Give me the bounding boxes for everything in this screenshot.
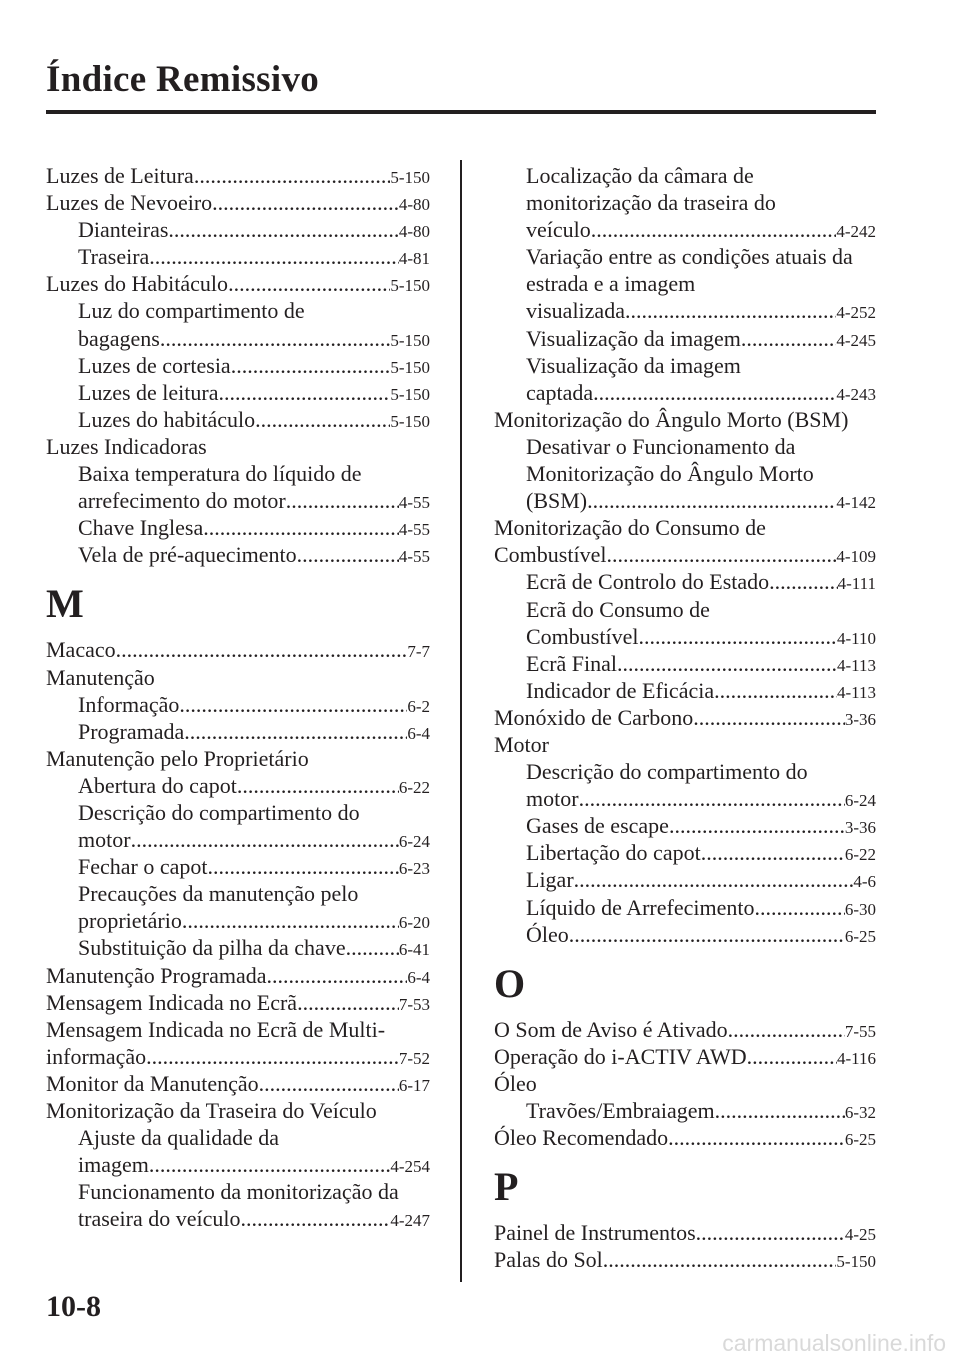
entry-text: Mensagem Indicada no Ecrã de Multi- [46,1016,386,1042]
entry-text: Abertura do capot [78,772,237,798]
entry-text: Motor [494,731,549,757]
entry-text: informação [46,1043,147,1069]
index-heading [46,460,430,487]
entry-text: Líquido de Arrefecimento [526,894,755,920]
index-entry [46,718,430,745]
page-reference: 4-116 [836,1048,876,1068]
entry-text: veículo [526,217,591,243]
entry-text: Manutenção [46,664,155,690]
index-entry [46,352,430,379]
entry-text: Palas do Sol [494,1247,603,1273]
page-reference: 5-150 [390,168,430,187]
page-reference: 6-24 [398,832,430,852]
entry-text: Visualização da imagem [526,325,741,351]
index-heading [494,1070,876,1097]
page-reference: 4-111 [837,574,876,594]
entry-text: Substituição da pilha da chave [78,935,346,961]
entry-text: Gases de escape [526,813,669,839]
page-reference: 6-41 [398,940,430,960]
index-heading [46,433,430,460]
dot-leader [693,704,845,731]
index-entry [46,162,430,189]
index-entry [494,839,876,866]
page-reference: 6-25 [844,1130,876,1150]
page-reference: 4-113 [836,655,876,675]
index-heading [46,745,430,772]
page-reference: 6-22 [844,845,876,865]
entry-text: Traseira [78,244,150,270]
entry-text: Ecrã de Controlo do Estado [526,569,770,595]
index-entry [46,636,430,663]
entry-text: Monitorização do Consumo de [494,515,766,541]
entry-text: Luzes Indicadoras [46,433,207,459]
column-divider [460,160,462,1282]
index-heading [494,162,876,189]
dot-leader [747,1043,837,1070]
dot-leader [579,785,845,812]
dot-leader [625,297,836,324]
entry-text: Monóxido de Carbono [494,704,694,730]
dot-leader [297,541,399,568]
entry-text: O Som de Aviso é Ativado [494,1016,728,1042]
index-heading [46,799,430,826]
section-letter: M [46,581,84,627]
entry-text: Chave Inglesa [78,515,204,541]
dot-leader [696,1219,845,1246]
page-reference: 7-52 [398,1048,430,1068]
index-heading [494,758,876,785]
index-entry [494,1124,876,1151]
entry-text: Ecrã do Consumo de [526,596,710,622]
page-reference: 6-30 [844,899,876,919]
index-heading [46,1124,430,1151]
index-entry [46,826,430,853]
entry-text: bagagens [78,325,160,351]
dot-leader [297,989,399,1016]
page-reference: 6-24 [844,791,876,811]
entry-text: Monitorização do Ângulo Morto [526,461,814,487]
page-reference: 6-20 [398,913,430,933]
dot-leader [286,487,399,514]
dot-leader [237,772,399,799]
dot-leader [179,691,407,718]
entry-text: Funcionamento da monitorização da [78,1179,399,1205]
entry-text: Luzes de Leitura [46,163,194,188]
index-entry [494,1016,876,1043]
dot-leader [212,189,399,216]
index-heading [494,270,876,297]
page-reference: 5-150 [390,330,430,350]
index-entry [46,1205,430,1232]
page-reference: 7-7 [407,642,430,662]
dot-leader [728,1016,845,1043]
page-reference: 4-254 [390,1157,430,1177]
index-entry [494,650,876,677]
page-reference: 3-36 [844,709,876,729]
dot-leader [715,1097,845,1124]
entry-text: Libertação do capot [526,840,701,866]
index-entry [494,677,876,704]
entry-text: Manutenção pelo Proprietário [46,745,309,771]
dot-leader [346,934,399,961]
dot-leader [754,894,844,921]
section-letter: P [494,1164,519,1210]
left-index-column [46,162,430,1232]
page-title: Índice Remissivo [46,59,320,100]
index-entry [46,406,430,433]
page-reference: 4-142 [836,493,876,513]
entry-text: Indicador de Eficácia [526,677,715,703]
index-entry [46,541,430,568]
page-reference: 6-32 [844,1103,876,1122]
dot-leader [203,514,399,541]
page-reference: 5-150 [390,357,430,377]
index-entry [494,894,876,921]
index-entry [46,907,430,934]
index-heading [494,460,876,487]
entry-text: captada [526,379,594,405]
entry-text: Descrição do compartimento do [526,759,808,785]
section-letter: O [494,960,526,1006]
entry-text: Monitorização da Traseira do Veículo [46,1098,377,1123]
dot-leader [259,1070,399,1097]
index-heading [494,596,876,623]
page-reference: 5-150 [390,411,430,431]
index-heading [46,664,430,691]
dot-leader [149,1151,390,1178]
dot-leader [617,650,837,677]
dot-leader [228,270,390,297]
dot-leader [769,568,837,595]
page-reference: 4-6 [853,872,876,892]
dot-leader [194,162,391,189]
entry-text: Ajuste da qualidade da [78,1125,279,1151]
dot-leader [146,1043,399,1070]
page-reference: 5-150 [390,384,430,404]
index-heading [494,406,876,433]
dot-leader [593,379,836,406]
page-reference: 4-243 [836,384,876,404]
index-entry [494,325,876,352]
dot-leader [574,866,854,893]
index-entry [46,189,430,216]
index-entry [494,568,876,595]
index-entry [46,962,430,989]
entry-text: proprietário [78,908,182,934]
page-reference: 3-36 [844,818,876,838]
dot-leader [116,636,408,663]
page-reference: 4-109 [836,547,876,567]
index-entry [46,691,430,718]
index-heading [494,433,876,460]
entry-text: Manutenção Programada [46,962,267,988]
dot-leader [701,839,845,866]
entry-text: Combustível [526,623,639,649]
entry-text: Precauções da manutenção pelo [78,881,359,907]
index-entry [46,270,430,297]
dot-leader [741,325,836,352]
entry-text: motor [526,786,579,812]
index-entry [494,785,876,812]
index-entry [46,772,430,799]
entry-text: Luzes de Nevoeiro [46,190,213,216]
entry-text: Visualização da imagem [526,352,741,378]
index-entry [494,487,876,514]
entry-text: imagem [78,1152,149,1178]
page-number: 10-8 [46,1290,101,1323]
entry-text: Desativar o Funcionamento da [526,433,796,459]
page-reference: 4-55 [398,547,430,567]
dot-leader [603,1246,837,1273]
title-rule [46,110,876,114]
entry-text: Luzes de leitura [78,379,219,405]
index-heading [494,514,876,541]
page-reference: 4-110 [836,628,876,648]
dot-leader [131,826,399,853]
dot-leader [168,216,398,243]
watermark: carmanualsonline.info [722,1330,946,1356]
index-entry [46,487,430,514]
index-entry [494,1043,876,1070]
entry-text: Descrição do compartimento do [78,799,360,825]
index-heading [46,1097,430,1124]
dot-leader [149,243,399,270]
page-reference: 4-25 [844,1225,876,1245]
dot-leader [714,677,837,704]
page-reference: 4-252 [836,303,876,323]
index-entry [46,514,430,541]
dot-leader [569,921,845,948]
index-heading [494,352,876,379]
page-reference: 4-81 [398,249,430,269]
index-heading [494,189,876,216]
entry-text: Macaco [46,637,116,663]
page-reference: 6-2 [407,696,430,716]
dot-leader [606,541,836,568]
page-reference: 5-150 [836,1252,876,1272]
index-entry [494,1246,876,1273]
page-reference: 6-17 [398,1075,430,1095]
entry-text: Luzes do Habitáculo [46,271,229,297]
entry-text: Informação [78,691,180,717]
index-entry [494,541,876,568]
dot-leader [231,352,391,379]
entry-text: Dianteiras [78,217,169,243]
entry-text: Óleo [494,1070,537,1096]
page-reference: 4-113 [836,682,876,702]
entry-text: Ecrã Final [526,650,618,676]
entry-text: Operação do i-ACTIV AWD [494,1043,747,1069]
page-reference: 5-150 [390,276,430,296]
entry-text: estrada e a imagem [526,271,696,297]
index-entry [494,297,876,324]
index-entry [494,623,876,650]
right-index-column [494,162,876,1273]
entry-text: traseira do veículo [78,1206,241,1232]
page-reference: 6-22 [398,777,430,797]
page-reference: 4-247 [390,1211,430,1231]
page-reference: 4-55 [398,493,430,513]
dot-leader [208,853,399,880]
entry-text: motor [78,827,131,853]
index-entry [494,704,876,731]
index-heading [46,297,430,324]
page-reference: 7-53 [398,994,430,1014]
entry-text: Mensagem Indicada no Ecrã [46,989,298,1015]
index-entry [494,1219,876,1246]
index-entry [46,853,430,880]
entry-text: monitorização da traseira do [526,190,776,216]
index-entry [46,1151,430,1178]
index-entry [494,216,876,243]
index-entry [494,921,876,948]
dot-leader [219,379,391,406]
page-reference: 4-242 [836,222,876,242]
entry-text: Ligar [526,867,574,893]
page-reference: 6-4 [407,723,430,743]
index-entry [46,1070,430,1097]
entry-text: Vela de pré-aquecimento [78,542,297,568]
page-reference: 6-4 [407,967,430,987]
entry-text: Programada [78,718,185,744]
entry-text: Variação entre as condições atuais da [526,244,853,270]
entry-text: Fechar o capot [78,854,208,880]
index-entry [494,1097,876,1124]
entry-text: Luz do compartimento de [78,298,305,324]
page-reference: 4-80 [398,195,430,215]
index-entry [46,1043,430,1070]
dot-leader [587,487,836,514]
page-reference: 4-245 [836,330,876,350]
page-reference: 6-25 [844,926,876,946]
entry-text: Óleo [526,921,569,947]
entry-text: arrefecimento do motor [78,488,286,514]
dot-leader [669,812,845,839]
index-entry [46,216,430,243]
index-heading [46,1178,430,1205]
dot-leader [184,718,407,745]
dot-leader [255,406,390,433]
entry-text: Localização da câmara de [526,163,754,188]
dot-leader [267,962,408,989]
entry-text: Luzes do habitáculo [78,406,256,432]
page-reference: 7-55 [844,1021,876,1041]
page-reference: 4-55 [398,520,430,540]
page-reference: 4-80 [398,222,430,242]
entry-text: Monitor da Manutenção [46,1070,259,1096]
entry-text: Monitorização do Ângulo Morto (BSM) [494,406,849,432]
index-heading [46,1016,430,1043]
page-reference: 6-23 [398,859,430,879]
dot-leader [241,1205,391,1232]
index-entry [46,325,430,352]
dot-leader [591,216,837,243]
index-heading [46,880,430,907]
entry-text: Painel de Instrumentos [494,1220,696,1246]
index-entry [494,812,876,839]
entry-text: Combustível [494,542,607,568]
index-entry [46,934,430,961]
entry-text: visualizada [526,298,625,324]
entry-text: Luzes de cortesia [78,352,231,378]
index-entry [46,379,430,406]
index-entry [494,379,876,406]
index-heading [494,731,876,758]
index-heading [494,243,876,270]
index-entry [46,989,430,1016]
dot-leader [668,1124,845,1151]
dot-leader [638,623,837,650]
index-entry [494,866,876,893]
index-entry [46,243,430,270]
entry-text: Óleo Recomendado [494,1125,669,1151]
entry-text: Travões/Embraiagem [526,1098,715,1123]
dot-leader [160,325,390,352]
entry-text: (BSM) [526,488,588,514]
dot-leader [182,907,399,934]
entry-text: Baixa temperatura do líquido de [78,461,362,487]
